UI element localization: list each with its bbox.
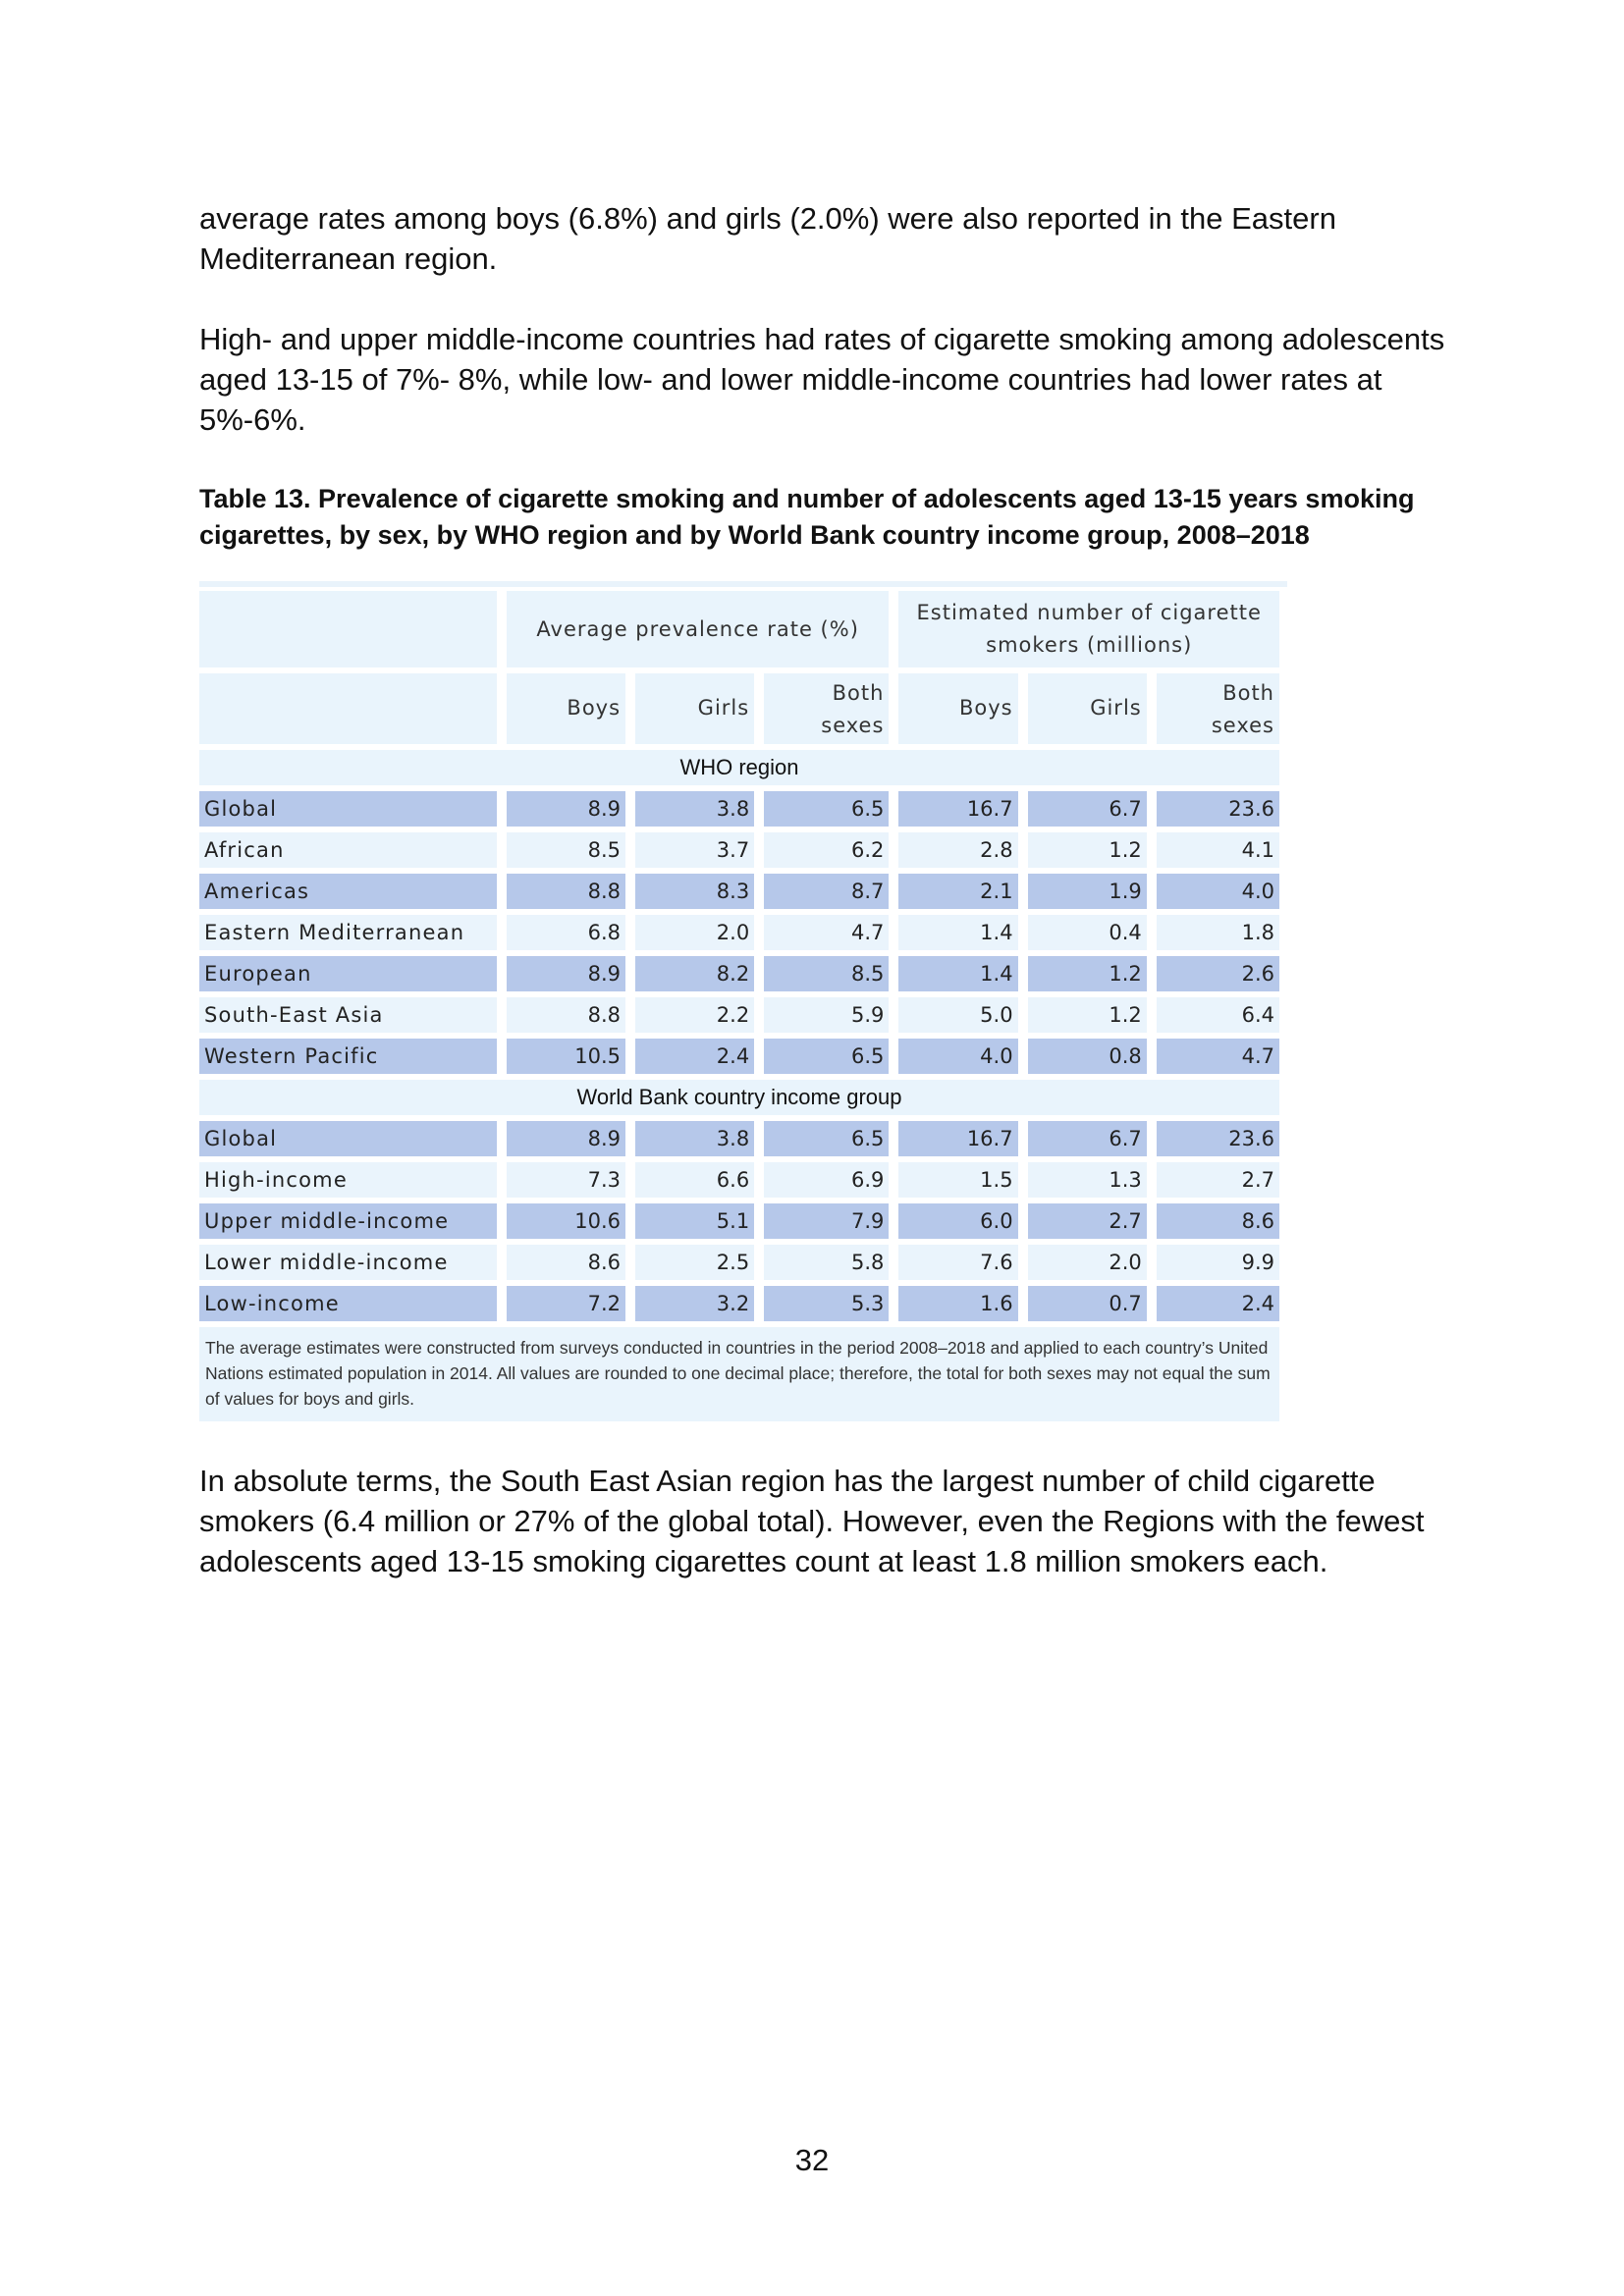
table-cell: 0.4	[1028, 915, 1147, 950]
table-cell: 6.5	[764, 1121, 889, 1156]
body-paragraph-2: High- and upper middle-income countries had rates of cigarette smoking among adolescents aged 13-15 of 7%- 8%, while low- and lower middle-income countries had lower rates at 5%-6%.	[199, 322, 1445, 437]
table-cell: 4.7	[1157, 1039, 1279, 1074]
table-cell: 4.0	[1157, 874, 1279, 909]
table-cell: 5.0	[898, 997, 1017, 1033]
table-cell: 10.5	[507, 1039, 625, 1074]
table-row	[199, 874, 1279, 909]
table-cell: 16.7	[898, 791, 1017, 827]
table-cell: 1.2	[1028, 956, 1147, 991]
table-cell: 7.9	[764, 1203, 889, 1239]
table-cell: 2.7	[1157, 1162, 1279, 1198]
table-cell: 1.5	[898, 1162, 1017, 1198]
table-cell: 2.2	[635, 997, 754, 1033]
table-row	[199, 1286, 1279, 1321]
table-cell: 1.4	[898, 956, 1017, 991]
table-cell: 1.2	[1028, 997, 1147, 1033]
table-cell: 8.2	[635, 956, 754, 991]
header-smokers-girls: Girls	[1028, 673, 1147, 744]
table-cell: 10.6	[507, 1203, 625, 1239]
table-cell: 7.3	[507, 1162, 625, 1198]
table-cell: 6.2	[764, 832, 889, 868]
table-cell: 4.0	[898, 1039, 1017, 1074]
table-cell: 0.7	[1028, 1286, 1147, 1321]
header-estimated-smokers: Estimated number of cigarette smokers (millions)	[898, 591, 1279, 667]
table-cell: 5.9	[764, 997, 889, 1033]
table-cell: 1.4	[898, 915, 1017, 950]
table-cell: 1.9	[1028, 874, 1147, 909]
table-cell: 3.8	[635, 791, 754, 827]
row-label: Global	[199, 1121, 497, 1156]
header-corner-cell-2	[199, 673, 497, 744]
table-cell: 8.3	[635, 874, 754, 909]
table-cell: 4.1	[1157, 832, 1279, 868]
header-smokers-both-sexes: Both sexes	[1157, 673, 1279, 744]
table-cell: 6.5	[764, 1039, 889, 1074]
table-row	[199, 1162, 1279, 1198]
row-label: Western Pacific	[199, 1039, 497, 1074]
table-cell: 4.7	[764, 915, 889, 950]
table-cell: 2.7	[1028, 1203, 1147, 1239]
row-label: Upper middle-income	[199, 1203, 497, 1239]
body-paragraph-3: In absolute terms, the South East Asian region has the largest number of child cigarette smokers (6.4 million or 27% of the global total). However, even the Regions with the fewest adolescents aged 13-15 smoking cigarettes count at least 1.8 million smokers each.	[199, 1464, 1425, 1578]
table-cell: 5.3	[764, 1286, 889, 1321]
row-label: Eastern Mediterranean	[199, 915, 497, 950]
row-label: Low-income	[199, 1286, 497, 1321]
header-prevalence-both-sexes: Both sexes	[764, 673, 889, 744]
table-cell: 2.0	[635, 915, 754, 950]
table-row	[199, 1121, 1279, 1156]
table-cell: 1.8	[1157, 915, 1279, 950]
row-label: Lower middle-income	[199, 1245, 497, 1280]
table-cell: 8.6	[507, 1245, 625, 1280]
table-cell: 8.8	[507, 874, 625, 909]
table-cell: 8.7	[764, 874, 889, 909]
table-cell: 6.8	[507, 915, 625, 950]
table-note: The average estimates were constructed from surveys conducted in countries in the period 2008–2018 and applied to each country’s United Nations estimated population in 2014. All values are rounded to one decimal place; therefore, the total for both sexes may not equal the sum of values for boys and girls.	[199, 1327, 1279, 1421]
table-row	[199, 956, 1279, 991]
header-prevalence-boys: Boys	[507, 673, 625, 744]
table-cell: 5.1	[635, 1203, 754, 1239]
table-cell: 3.2	[635, 1286, 754, 1321]
table-cell: 6.6	[635, 1162, 754, 1198]
table-cell: 2.0	[1028, 1245, 1147, 1280]
row-label: Global	[199, 791, 497, 827]
prevalence-table-container	[199, 581, 1287, 1429]
table-cell: 2.8	[898, 832, 1017, 868]
table-cell: 2.4	[635, 1039, 754, 1074]
table-cell: 8.5	[764, 956, 889, 991]
table-cell: 3.7	[635, 832, 754, 868]
header-average-prevalence: Average prevalence rate (%)	[507, 591, 890, 667]
row-label: High-income	[199, 1162, 497, 1198]
table-cell: 3.8	[635, 1121, 754, 1156]
table-cell: 5.8	[764, 1245, 889, 1280]
table-cell: 0.8	[1028, 1039, 1147, 1074]
table-row	[199, 997, 1279, 1033]
header-corner-cell	[199, 591, 497, 667]
table-cell: 8.5	[507, 832, 625, 868]
table-cell: 6.7	[1028, 1121, 1147, 1156]
table-cell: 23.6	[1157, 791, 1279, 827]
prevalence-table	[189, 585, 1289, 1427]
table-cell: 7.6	[898, 1245, 1017, 1280]
table-cell: 16.7	[898, 1121, 1017, 1156]
body-paragraph-1: average rates among boys (6.8%) and girls (2.0%) were also reported in the Eastern Mediterranean region.	[199, 201, 1336, 276]
row-label: European	[199, 956, 497, 991]
row-label: Americas	[199, 874, 497, 909]
table-cell: 8.9	[507, 1121, 625, 1156]
table-cell: 8.9	[507, 956, 625, 991]
table-row	[199, 832, 1279, 868]
table-cell: 8.8	[507, 997, 625, 1033]
table-cell: 6.7	[1028, 791, 1147, 827]
table-row	[199, 1245, 1279, 1280]
table-cell: 2.4	[1157, 1286, 1279, 1321]
table-cell: 6.9	[764, 1162, 889, 1198]
table-cell: 8.6	[1157, 1203, 1279, 1239]
table-cell: 9.9	[1157, 1245, 1279, 1280]
section-header: World Bank country income group	[199, 1080, 1279, 1115]
table-body	[199, 750, 1279, 1321]
section-header: WHO region	[199, 750, 1279, 785]
table-cell: 7.2	[507, 1286, 625, 1321]
table-cell: 6.0	[898, 1203, 1017, 1239]
table-cell: 2.1	[898, 874, 1017, 909]
table-cell: 6.5	[764, 791, 889, 827]
table-cell: 2.5	[635, 1245, 754, 1280]
table-cell: 1.2	[1028, 832, 1147, 868]
table-cell: 2.6	[1157, 956, 1279, 991]
header-smokers-boys: Boys	[898, 673, 1017, 744]
page-number: 32	[794, 2143, 830, 2177]
table-cell: 1.3	[1028, 1162, 1147, 1198]
table-cell: 23.6	[1157, 1121, 1279, 1156]
table-row	[199, 791, 1279, 827]
table-cell: 1.6	[898, 1286, 1017, 1321]
table-row	[199, 915, 1279, 950]
row-label: South-East Asia	[199, 997, 497, 1033]
table-row	[199, 1203, 1279, 1239]
header-prevalence-girls: Girls	[635, 673, 754, 744]
table-cell: 8.9	[507, 791, 625, 827]
row-label: African	[199, 832, 497, 868]
table-caption: Table 13. Prevalence of cigarette smoking and number of adolescents aged 13-15 years smoking cigarettes, by sex, by WHO region and by World Bank country income group, 2008–2018	[199, 484, 1415, 550]
table-cell: 6.4	[1157, 997, 1279, 1033]
table-row	[199, 1039, 1279, 1074]
